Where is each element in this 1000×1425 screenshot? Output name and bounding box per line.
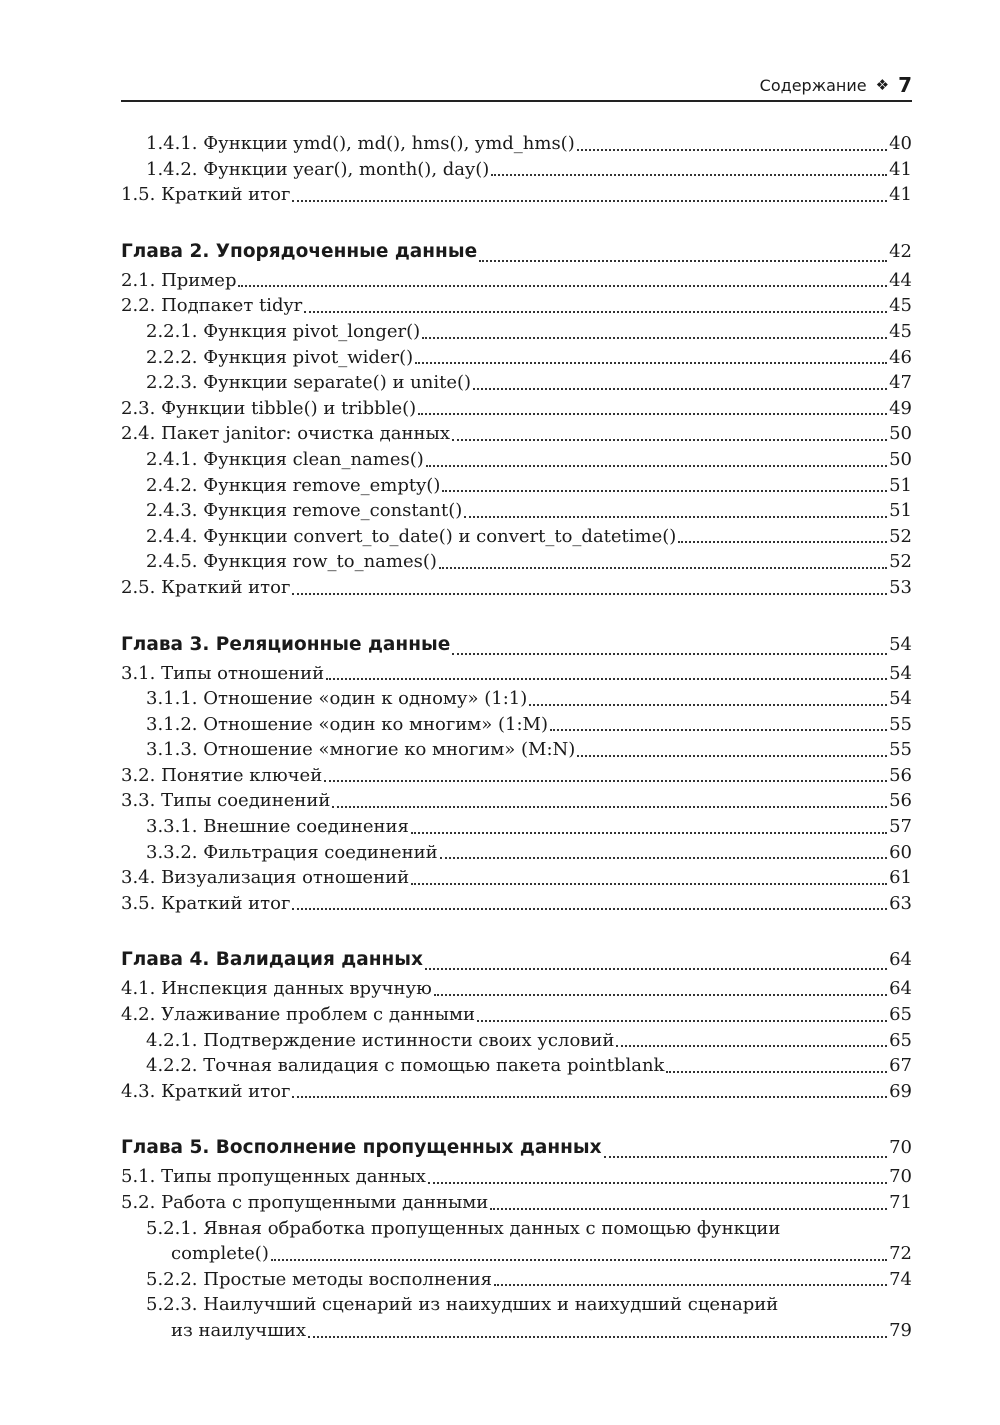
toc-entry[interactable] <box>121 293 912 319</box>
toc-entry-page: 45 <box>889 295 912 317</box>
toc-entry-title: 3.4. Визуализация отношений <box>121 867 410 889</box>
toc-entry-continuation <box>146 1318 912 1344</box>
dot-leader <box>477 1019 887 1022</box>
dot-leader <box>418 412 887 415</box>
toc-entry-page: 57 <box>889 816 912 838</box>
toc-entry-page: 53 <box>889 576 912 598</box>
toc-entry-title: 2.4.4. Функции convert_to_date() и convert_to_datetime() <box>146 525 677 547</box>
toc-entry-page: 55 <box>889 739 912 761</box>
toc-entry-title: 3.1.3. Отношение «многие ко многим» (M:N) <box>146 739 576 761</box>
dot-leader <box>604 1155 888 1158</box>
dot-leader <box>324 779 887 782</box>
toc-entry[interactable] <box>121 421 912 447</box>
toc-entry[interactable] <box>121 1190 912 1216</box>
toc-entry-page: 46 <box>889 346 912 368</box>
toc-entry[interactable] <box>121 814 912 840</box>
toc-entry-title: 2.1. Пример <box>121 269 237 291</box>
toc-entry-page: 64 <box>889 978 912 1000</box>
toc-entry-title: 5.1. Типы пропущенных данных <box>121 1166 426 1188</box>
toc-entry[interactable] <box>121 157 912 183</box>
dot-leader <box>425 967 887 970</box>
toc-chapter[interactable] <box>121 629 912 661</box>
toc-entry-title: 2.4.3. Функция remove_constant() <box>146 500 463 522</box>
toc-entry-title: 2.2.2. Функция pivot_wider() <box>146 346 414 368</box>
toc-entry-title-cont: из наилучших <box>171 1319 307 1341</box>
dot-leader <box>464 515 887 518</box>
dot-leader <box>452 438 887 441</box>
toc-entry-page: 64 <box>889 949 912 971</box>
toc-entry-title: 3.2. Понятие ключей <box>121 764 323 786</box>
dot-leader <box>304 310 887 313</box>
toc-entry-title: 1.5. Краткий итог <box>121 184 291 206</box>
toc-entry[interactable] <box>121 319 912 345</box>
dot-leader <box>440 856 888 859</box>
dot-leader <box>415 361 887 364</box>
toc-entry-title: 4.2.2. Точная валидация с помощью пакета pointblank <box>146 1055 665 1077</box>
toc-entry[interactable] <box>121 788 912 814</box>
dot-leader <box>292 1095 887 1098</box>
dot-leader <box>479 259 887 262</box>
toc-entry-page: 63 <box>889 892 912 914</box>
toc-entry[interactable] <box>121 865 912 891</box>
running-header-title: Содержание <box>759 75 867 95</box>
toc-entry-page: 50 <box>889 448 912 470</box>
toc-entry-page: 47 <box>889 372 912 394</box>
dot-leader <box>238 284 887 287</box>
toc-entry-page: 56 <box>889 790 912 812</box>
toc-entry-title: 3.1.1. Отношение «один к одному» (1:1) <box>146 688 528 710</box>
dot-leader <box>577 754 887 757</box>
dot-leader <box>442 489 887 492</box>
dot-leader <box>473 387 887 390</box>
toc-entry[interactable] <box>121 1216 912 1267</box>
toc-entry-page: 72 <box>889 1243 912 1265</box>
toc-entry[interactable] <box>121 1053 912 1079</box>
toc-entry-page: 51 <box>889 500 912 522</box>
toc-entry-page: 70 <box>889 1166 912 1188</box>
toc-entry[interactable] <box>121 737 912 763</box>
dot-leader <box>434 993 887 996</box>
toc-entry-page: 56 <box>889 764 912 786</box>
toc-entry-title: 4.1. Инспекция данных вручную <box>121 978 432 1000</box>
toc-entry[interactable] <box>121 1028 912 1054</box>
toc-entry[interactable] <box>121 524 912 550</box>
toc-entry-page: 71 <box>889 1192 912 1213</box>
toc-entry[interactable] <box>121 498 912 524</box>
dot-leader <box>411 831 887 834</box>
toc-entry[interactable] <box>121 131 912 157</box>
toc-entry[interactable] <box>121 1267 912 1293</box>
toc-entry-title: 2.2.3. Функции separate() и unite() <box>146 372 472 394</box>
toc-entry-page: 65 <box>889 1029 912 1051</box>
toc-entry-title: Глава 5. Восполнение пропущенных данных <box>121 1137 602 1159</box>
toc-entry-page: 51 <box>889 474 912 496</box>
toc-chapter[interactable] <box>121 236 912 268</box>
toc-entry[interactable] <box>121 549 912 575</box>
toc-entry-title: Глава 3. Реляционные данные <box>121 633 451 655</box>
toc-entry-title: 3.1. Типы отношений <box>121 662 325 684</box>
dot-leader <box>422 336 887 339</box>
toc-entry-title: 2.2. Подпакет tidyr <box>121 295 303 317</box>
toc-entry-page: 74 <box>889 1268 912 1290</box>
toc-entry-page: 54 <box>889 688 912 710</box>
page-number: 7 <box>898 73 912 97</box>
toc-entry[interactable] <box>121 396 912 422</box>
toc-entry-title: 1.4.2. Функции year(), month(), day() <box>146 158 490 180</box>
dot-leader <box>577 148 887 151</box>
toc-entry-page: 50 <box>889 423 912 445</box>
toc-entry[interactable] <box>121 182 912 208</box>
running-header <box>121 70 912 102</box>
toc-entry[interactable] <box>121 712 912 738</box>
toc-entry-title: 5.2.1. Явная обработка пропущенных данных с помощью функции <box>146 1217 781 1239</box>
dot-leader <box>411 882 887 885</box>
toc-entry-title: 4.2.1. Подтверждение истинности своих условий <box>146 1029 615 1051</box>
toc-entry-title: 5.2.2. Простые методы восполнения <box>146 1268 492 1290</box>
dot-leader <box>678 540 887 543</box>
toc-entry-title: 2.5. Краткий итог <box>121 576 291 598</box>
toc-chapter[interactable] <box>121 944 912 976</box>
toc-entry[interactable] <box>121 840 912 866</box>
dot-leader <box>308 1335 887 1338</box>
toc-entry[interactable] <box>121 447 912 473</box>
dot-leader <box>426 464 887 467</box>
toc-entry-title: 2.4.1. Функция clean_names() <box>146 448 424 470</box>
toc-entry-title: 4.3. Краткий итог <box>121 1080 291 1102</box>
toc-entry-page: 45 <box>889 320 912 342</box>
toc-entry-title: 3.5. Краткий итог <box>121 892 291 914</box>
toc-entry-page: 79 <box>889 1319 912 1341</box>
toc-entry[interactable] <box>121 661 912 687</box>
toc-entry[interactable] <box>121 473 912 499</box>
toc-entry[interactable] <box>121 891 912 917</box>
ornament-icon: ❖ <box>875 76 890 94</box>
toc-entry-title: 2.4.2. Функция remove_empty() <box>146 474 441 496</box>
toc-entry-page: 52 <box>889 551 912 573</box>
toc-entry-title: 3.3.1. Внешние соединения <box>146 816 409 838</box>
dot-leader <box>292 199 887 202</box>
toc-entry-title: Глава 2. Упорядоченные данные <box>121 240 478 262</box>
dot-leader <box>292 907 887 910</box>
toc-entry-page: 49 <box>889 397 912 419</box>
toc-entry-page: 61 <box>889 867 912 889</box>
toc-entry-page: 54 <box>889 633 912 655</box>
dot-leader <box>326 677 887 680</box>
toc-entry[interactable] <box>121 1164 912 1190</box>
toc-entry-page: 44 <box>889 269 912 291</box>
toc-entry[interactable] <box>121 345 912 371</box>
toc-entry[interactable] <box>121 763 912 789</box>
dot-leader <box>666 1070 887 1073</box>
toc-entry-title: 1.4.1. Функции ymd(), md(), hms(), ymd_hms() <box>146 133 575 154</box>
toc-entry-title: 2.2.1. Функция pivot_longer() <box>146 320 421 342</box>
dot-leader <box>292 592 887 595</box>
toc-chapter[interactable] <box>121 1132 912 1164</box>
dot-leader <box>550 728 887 731</box>
toc-entry-title: 2.4. Пакет janitor: очистка данных <box>121 423 450 445</box>
dot-leader <box>271 1258 887 1261</box>
toc-entry-page: 55 <box>889 713 912 735</box>
toc-entry-title: 5.2. Работа с пропущенными данными <box>121 1192 489 1213</box>
toc-entry[interactable] <box>121 686 912 712</box>
toc-entry-title: 3.3. Типы соединений <box>121 790 331 812</box>
toc-entry[interactable] <box>121 1292 912 1343</box>
toc-entry-page: 65 <box>889 1004 912 1026</box>
toc-entry-page: 60 <box>889 841 912 863</box>
dot-leader <box>616 1044 887 1047</box>
toc-entry-page: 67 <box>889 1055 912 1077</box>
dot-leader <box>428 1181 887 1184</box>
toc-entry-page: 40 <box>889 133 912 154</box>
toc-entry-page: 52 <box>889 525 912 547</box>
toc-entry-title: 3.3.2. Фильтрация соединений <box>146 841 438 863</box>
toc-entry[interactable] <box>121 268 912 294</box>
toc-entry-title: 4.2. Улаживание проблем с данными <box>121 1004 475 1026</box>
toc-entry[interactable] <box>121 575 912 601</box>
toc-entry-page: 70 <box>889 1137 912 1159</box>
toc-entry-page: 41 <box>889 158 912 180</box>
dot-leader <box>529 703 887 706</box>
toc-entry-title: Глава 4. Валидация данных <box>121 949 423 971</box>
toc-entry-page: 42 <box>889 240 912 262</box>
table-of-contents <box>121 131 912 1344</box>
toc-entry-title-cont: complete() <box>171 1243 269 1265</box>
dot-leader <box>494 1283 887 1286</box>
toc-entry-title: 2.3. Функции tibble() и tribble() <box>121 397 417 419</box>
toc-entry[interactable] <box>121 370 912 396</box>
toc-entry-title: 3.1.2. Отношение «один ко многим» (1:M) <box>146 713 548 735</box>
dot-leader <box>491 173 887 176</box>
toc-entry-page: 54 <box>889 662 912 684</box>
toc-entry[interactable] <box>121 976 912 1002</box>
toc-entry-page: 69 <box>889 1080 912 1102</box>
toc-entry-page: 41 <box>889 184 912 206</box>
toc-entry-title: 5.2.3. Наилучший сценарий из наихудших и наихудший сценарий <box>146 1294 779 1316</box>
dot-leader <box>452 652 887 655</box>
dot-leader <box>332 805 887 808</box>
toc-entry-title: 2.4.5. Функция row_to_names() <box>146 551 437 573</box>
dot-leader <box>490 1207 887 1210</box>
toc-entry-continuation <box>146 1241 912 1267</box>
toc-entry[interactable] <box>121 1002 912 1028</box>
dot-leader <box>439 566 887 569</box>
toc-entry[interactable] <box>121 1079 912 1105</box>
